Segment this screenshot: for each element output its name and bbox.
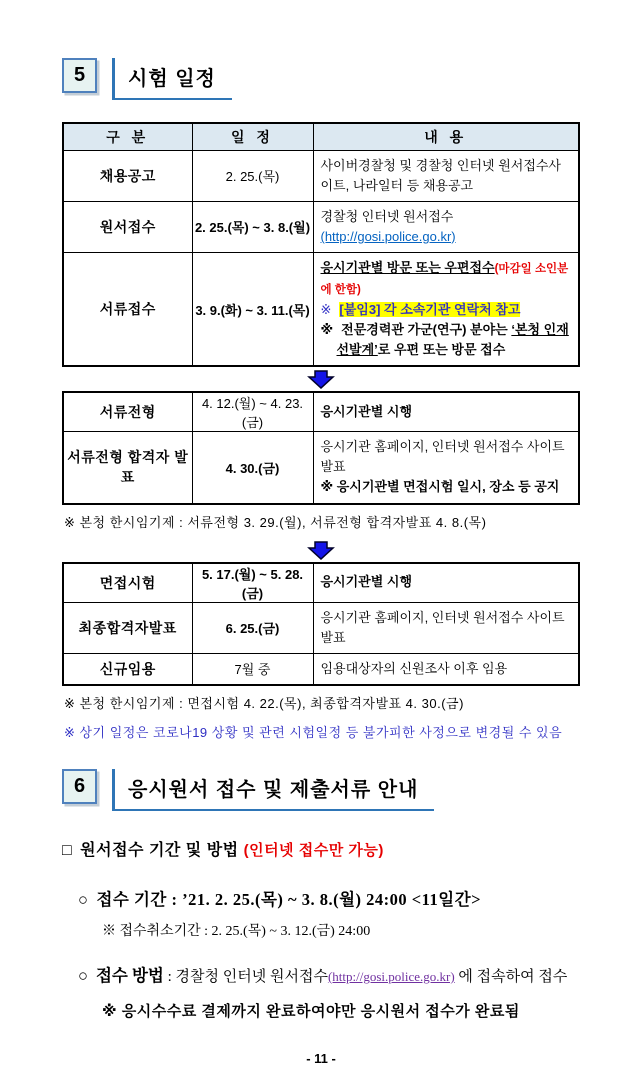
schedule-table-1 bbox=[62, 122, 580, 367]
flow-arrow-2 bbox=[62, 538, 580, 562]
receipt-method-label: 접수 방법 bbox=[95, 965, 164, 985]
section5-header bbox=[62, 58, 580, 100]
table-row bbox=[63, 432, 579, 504]
expert-field-prefix: 전문경력관 가군(연구) 분야는 bbox=[341, 321, 512, 337]
row-content-text: 경찰청 인터넷 원서접수 bbox=[320, 208, 454, 224]
row-label: 서류접수 bbox=[63, 253, 192, 367]
row-label: 면접시험 bbox=[63, 563, 192, 603]
application-period-heading bbox=[62, 837, 580, 860]
submission-line-visit bbox=[321, 258, 572, 300]
reference-marker: ※ bbox=[320, 301, 332, 317]
row-content: 임용대상자의 신원조사 이후 임용 bbox=[313, 653, 579, 685]
column-header-date: 일 정 bbox=[192, 123, 313, 150]
square-bullet: □ bbox=[62, 841, 73, 859]
section6-title: 응시원서 접수 및 제출서류 안내 bbox=[112, 769, 434, 811]
table-header-row bbox=[63, 123, 579, 150]
page-number: - 11 - bbox=[306, 1050, 336, 1066]
table-row bbox=[63, 563, 579, 603]
row-content: 사이버경찰청 및 경찰청 인터넷 원서접수사이트, 나라일터 등 채용공고 bbox=[313, 150, 579, 201]
row-content: 응시기관별 시행 bbox=[313, 563, 579, 603]
down-arrow-icon bbox=[306, 541, 336, 560]
row-date: 2. 25.(목) ~ 3. 8.(월) bbox=[192, 201, 313, 252]
section5-number-badge: 5 bbox=[62, 58, 97, 93]
table-row bbox=[63, 392, 579, 432]
down-arrow-icon bbox=[306, 370, 336, 389]
row-label: 원서접수 bbox=[63, 201, 192, 252]
visit-or-mail-text: 응시기관별 방문 또는 우편접수 bbox=[320, 260, 495, 276]
hq-talent-selection-text: ‘본청 인재선발계’ bbox=[336, 321, 569, 357]
circle-bullet: ○ bbox=[78, 889, 89, 909]
receipt-period-line bbox=[78, 886, 580, 910]
gosi-police-link[interactable]: (http://gosi.police.go.kr) bbox=[320, 228, 456, 244]
table-row bbox=[63, 150, 579, 201]
gosi-police-link[interactable]: (http://gosi.police.go.kr) bbox=[327, 968, 455, 984]
cancel-period-note: ※ 접수취소기간 : 2. 25.(목) ~ 3. 12.(금) 24:00 bbox=[102, 923, 371, 939]
table-row bbox=[63, 253, 579, 367]
column-header-category: 구 분 bbox=[63, 123, 192, 150]
row-content: 응시기관별 시행 bbox=[313, 392, 579, 432]
row-date: 5. 17.(월) ~ 5. 28.(금) bbox=[192, 563, 313, 603]
receipt-period-text: 접수 기간 : ’21. 2. 25.(목) ~ 3. 8.(월) 24:00 <11일간> bbox=[96, 889, 482, 909]
submission-line-expert bbox=[321, 320, 572, 360]
internet-only-note: (인터넷 접수만 가능) bbox=[243, 841, 384, 859]
note-covid-change: ※ 상기 일정은 코로나19 상황 및 관련 시험일정 등 불가피한 사정으로 변경될 수 있음 bbox=[64, 724, 563, 740]
table-row bbox=[63, 201, 579, 252]
row-date: 2. 25.(목) bbox=[192, 150, 313, 201]
receipt-method-mid: : 경찰청 인터넷 원서접수 bbox=[163, 968, 328, 985]
receipt-method-suffix: 에 접속하여 접수 bbox=[454, 968, 568, 985]
note-hq-interview: ※ 본청 한시임기제 : 면접시험 4. 22.(목), 최종합격자발표 4. 30.(금) bbox=[64, 695, 464, 711]
deadline-postmark-note: (마감일 소인분에 한함) bbox=[320, 263, 569, 296]
row-date: 4. 12.(월) ~ 4. 23.(금) bbox=[192, 392, 313, 432]
section6-number-badge: 6 bbox=[62, 769, 97, 804]
row-label: 최종합격자발표 bbox=[63, 602, 192, 653]
schedule-table-2 bbox=[62, 391, 580, 504]
section6 bbox=[62, 769, 580, 1021]
reference-marker: ※ bbox=[320, 321, 334, 337]
table-row bbox=[63, 602, 579, 653]
schedule-table-3 bbox=[62, 562, 580, 686]
submission-line-contacts bbox=[321, 300, 572, 320]
row-label: 서류전형 합격자 발표 bbox=[63, 432, 192, 504]
row-date: 4. 30.(금) bbox=[192, 432, 313, 504]
note-hq-screening: ※ 본청 한시임기제 : 서류전형 3. 29.(월), 서류전형 합격자발표 4. 8.(목) bbox=[64, 514, 487, 530]
announce-channel-text: 응시기관 홈페이지, 인터넷 원서접수 사이트 발표 bbox=[320, 439, 565, 475]
row-content bbox=[313, 201, 579, 252]
flow-arrow-1 bbox=[62, 367, 580, 391]
row-content bbox=[313, 253, 579, 367]
row-content bbox=[313, 432, 579, 504]
receipt-method-line bbox=[78, 962, 580, 986]
row-label: 서류전형 bbox=[63, 392, 192, 432]
interview-notice-text: ※ 응시기관별 면접시험 일시, 장소 등 공지 bbox=[320, 479, 560, 495]
row-label: 신규임용 bbox=[63, 653, 192, 685]
section5-title: 시험 일정 bbox=[112, 58, 232, 100]
expert-field-suffix: 로 우편 또는 방문 접수 bbox=[377, 341, 506, 357]
row-label: 채용공고 bbox=[63, 150, 192, 201]
circle-bullet: ○ bbox=[78, 965, 88, 985]
column-header-content: 내 용 bbox=[313, 123, 579, 150]
fee-payment-note: ※ 응시수수료 결제까지 완료하여야만 응시원서 접수가 완료됨 bbox=[102, 1002, 520, 1020]
table-row bbox=[63, 653, 579, 685]
section6-header bbox=[62, 769, 580, 811]
attachment3-contact-note: [붙임3] 각 소속기관 연락처 참고 bbox=[339, 301, 521, 317]
row-date: 7월 중 bbox=[192, 653, 313, 685]
row-date: 3. 9.(화) ~ 3. 11.(목) bbox=[192, 253, 313, 367]
row-date: 6. 25.(금) bbox=[192, 602, 313, 653]
row-content: 응시기관 홈페이지, 인터넷 원서접수 사이트 발표 bbox=[313, 602, 579, 653]
heading-bold-text: 원서접수 기간 및 방법 bbox=[80, 841, 239, 859]
